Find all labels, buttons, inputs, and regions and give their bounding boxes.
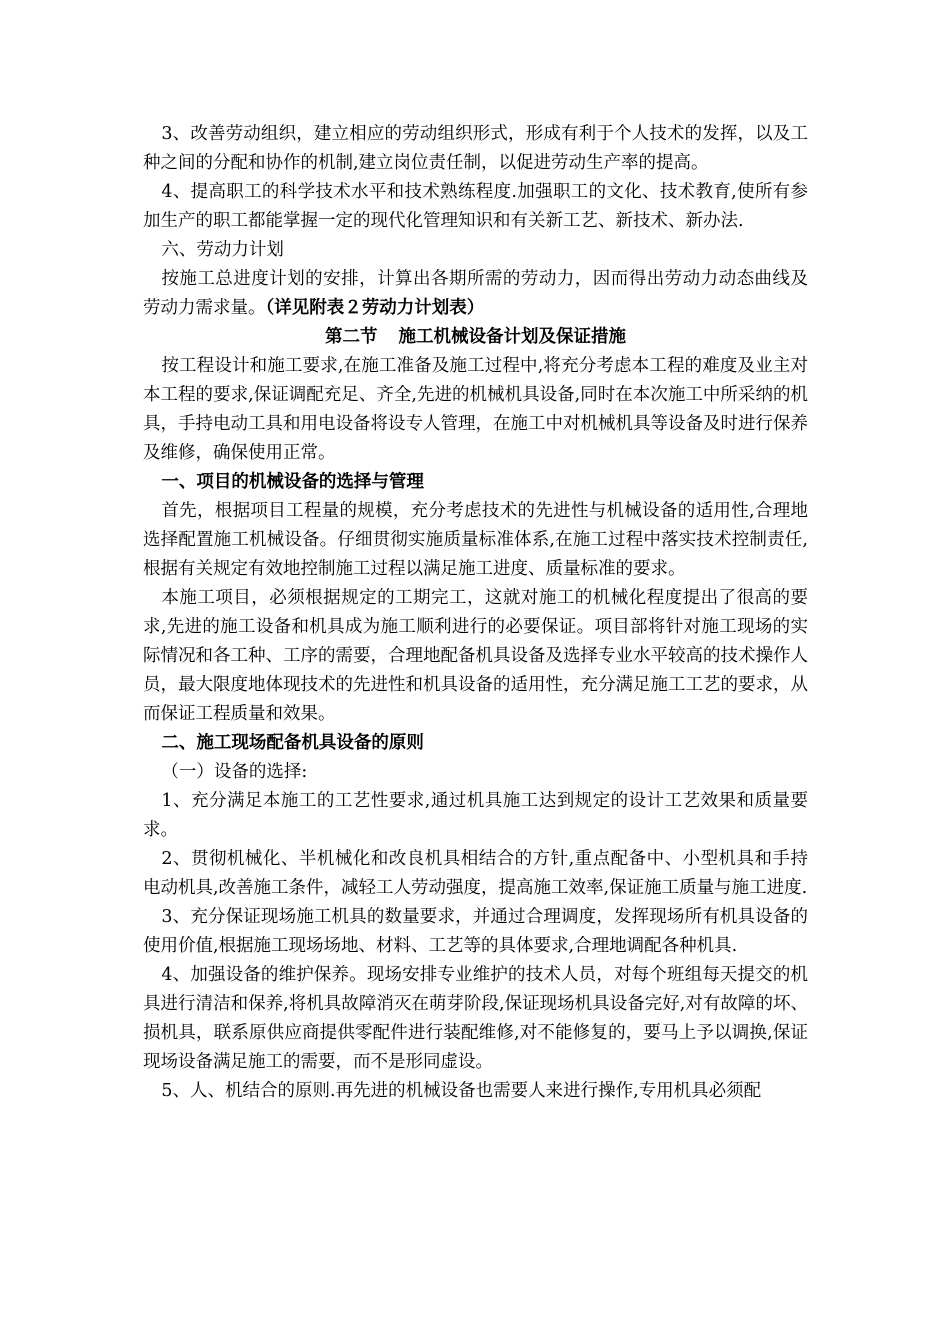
paragraph-section-intro: 按工程设计和施工要求,在施工准备及施工过程中,将充分考虑本工程的难度及业主对本工程的要求,保证调配充足、齐全,先进的机械机具设备,同时在本次施工中所采纳的机具，手持电动工具和用电设备将设专人管理，在施工中对机械机具等设备及时进行保养及维修，确保使用正常。 <box>143 356 808 463</box>
heading-equipment-selection: 一、项目的机械设备的选择与管理 <box>161 472 424 492</box>
paragraph-project-requirements: 本施工项目，必须根据规定的工期完工，这就对施工的机械化程度提出了很高的要求,先进的施工设备和机具成为施工顺利进行的必要保证。项目部将针对施工现场的实际情况和各工种、工序的需要，合理地配备机具设备及选择专业水平较高的技术操作人员，最大限度地体现技术的先进性和机具设备的适用性，充分满足施工工艺的要求，从而保证工程质量和效果。 <box>143 588 808 724</box>
heading-equipment-principles: 二、施工现场配备机具设备的原则 <box>161 733 424 753</box>
paragraph-equipment-selection: 首先，根据项目工程量的规模，充分考虑技术的先进性与机械设备的适用性,合理地选择配置施工机械设备。仔细贯彻实施质量标准体系,在施工过程中落实技术控制责任,根据有关规定有效地控制施工过程以满足施工进度、质量标准的要求。 <box>143 501 808 579</box>
labor-plan-reference: （详见附表２劳动力计划表） <box>265 298 485 318</box>
paragraph-principle-2: 2、贯彻机械化、半机械化和改良机具相结合的方针,重点配备中、小型机具和手持电动机具,改善施工条件，减轻工人劳动强度，提高施工效率,保证施工质量与施工进度. <box>143 849 808 898</box>
paragraph-staff-training: 4、提高职工的科学技术水平和技术熟练程度.加强职工的文化、技术教育,使所有参加生产的职工都能掌握一定的现代化管理知识和有关新工艺、新技术、新办法. <box>143 182 808 231</box>
paragraph-principle-4: 4、加强设备的维护保养。现场安排专业维护的技术人员，对每个班组每天提交的机具进行清洁和保养,将机具故障消灭在萌芽阶段,保证现场机具设备完好,对有故障的坏、损机具，联系原供应商提供零配件进行装配维修,对不能修复的，要马上予以调换,保证现场设备满足施工的需要，而不是形同虚设。 <box>143 965 808 1072</box>
section-title <box>143 323 808 352</box>
document-page <box>143 120 808 1106</box>
heading-labor-plan: 六、劳动力计划 <box>161 240 284 260</box>
paragraph-labor-organization: 3、改善劳动组织，建立相应的劳动组织形式，形成有利于个人技术的发挥，以及工种之间的分配和协作的机制,建立岗位责任制，以促进劳动生产率的提高。 <box>143 124 808 173</box>
paragraph-labor-plan <box>143 265 808 323</box>
section-name: 施工机械设备计划及保证措施 <box>398 327 626 347</box>
paragraph-principle-1: 1、充分满足本施工的工艺性要求,通过机具施工达到规定的设计工艺效果和质量要求。 <box>143 791 808 840</box>
paragraph-principle-5: 5、人、机结合的原则.再先进的机械设备也需要人来进行操作,专用机具必须配 <box>161 1081 762 1101</box>
labor-plan-text: 按施工总进度计划的安排，计算出各期所需的劳动力，因而得出劳动力动态曲线及劳动力需求量。 <box>143 269 808 318</box>
section-number: 第二节 <box>325 327 378 347</box>
paragraph-principle-3: 3、充分保证现场施工机具的数量要求，并通过合理调度，发挥现场所有机具设备的使用价值,根据施工现场场地、材料、工艺等的具体要求,合理地调配各种机具. <box>143 907 808 956</box>
subheading-equipment-choice: （一）设备的选择: <box>161 762 308 782</box>
